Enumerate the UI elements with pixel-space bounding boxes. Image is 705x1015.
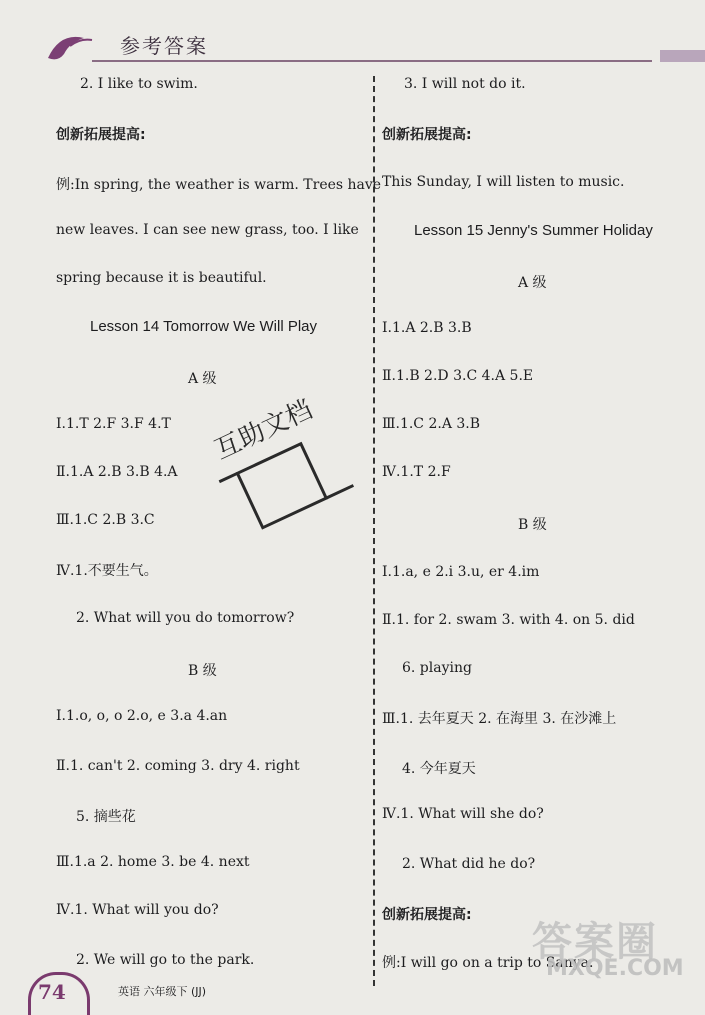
right-answer-line: 2. What did he do? [402,856,536,872]
left-answer-line: Ⅲ.1.C 2.B 3.C [56,512,155,528]
right-answer-line: 创新拓展提高: [382,907,472,923]
right-answer-line: Ⅰ.1.A 2.B 3.B [382,320,472,336]
left-answer-line: Ⅲ.1.a 2. home 3. be 4. next [56,854,250,870]
left-answer-line: Ⅳ.1. What will you do? [56,902,219,918]
right-answer-line: Lesson 15 Jenny's Summer Holiday [414,222,653,239]
right-answer-line: Ⅲ.1. 去年夏天 2. 在海里 3. 在沙滩上 [382,711,617,727]
header-title: 参考答案 [120,34,208,58]
column-divider [373,76,375,986]
left-answer-line: Lesson 14 Tomorrow We Will Play [90,318,318,335]
watermark-text: 答案圈 [532,919,658,965]
right-answer-line: Ⅲ.1.C 2.A 3.B [382,416,481,432]
left-answer-line: 2. I like to swim. [80,76,198,92]
right-answer-line: 4. 今年夏天 [402,761,476,777]
right-answer-line: B 级 [518,517,547,533]
left-answer-line: A 级 [188,371,217,387]
left-answer-line: B 级 [188,663,217,679]
page-number: 74 [38,980,66,1004]
right-answer-line: Ⅰ.1.a, e 2.i 3.u, er 4.im [382,564,540,580]
right-answer-line: 创新拓展提高: [382,127,472,143]
right-answer-line: Ⅱ.1.B 2.D 3.C 4.A 5.E [382,368,534,384]
watermark-logo [532,910,684,981]
stamp-logo-icon [176,368,384,572]
left-answer-line: 2. We will go to the park. [76,952,255,968]
header-tab [660,50,705,62]
left-answer-line: new leaves. I can see new grass, too. I like [56,222,359,238]
right-answer-line: Ⅳ.1.T 2.F [382,464,451,480]
left-answer-line: Ⅳ.1.不要生气。 [56,563,158,579]
left-answer-line: Ⅰ.1.o, o, o 2.o, e 3.a 4.an [56,708,228,724]
right-answer-line: 3. I will not do it. [404,76,526,92]
left-answer-line: Ⅰ.1.T 2.F 3.F 4.T [56,416,171,432]
right-answer-line: This Sunday, I will listen to music. [382,174,625,190]
header-rule [92,60,652,62]
right-answer-line: A 级 [518,275,547,291]
left-answer-line: 2. What will you do tomorrow? [76,610,295,626]
right-answer-line: Ⅳ.1. What will she do? [382,806,544,822]
left-answer-line: 5. 摘些花 [76,809,136,825]
left-answer-line: 例:In spring, the weather is warm. Trees have [56,177,382,193]
right-answer-line: 例:I will go on a trip to Sanya. [382,955,594,971]
left-answer-line: Ⅱ.1. can't 2. coming 3. dry 4. right [56,758,300,774]
footer-subject: 英语 六年级下 (JJ) [118,985,207,998]
right-answer-line: 6. playing [402,660,472,676]
watermark-url: MXQE.COM [546,956,684,981]
page-header [40,28,705,68]
left-answer-line: spring because it is beautiful. [56,270,267,286]
left-answer-line: 创新拓展提高: [56,127,146,143]
left-answer-line: Ⅱ.1.A 2.B 3.B 4.A [56,464,178,480]
right-answer-line: Ⅱ.1. for 2. swam 3. with 4. on 5. did [382,612,635,628]
stamp-text: 互助文档 [210,394,318,466]
decorative-swirl-icon [40,28,100,68]
